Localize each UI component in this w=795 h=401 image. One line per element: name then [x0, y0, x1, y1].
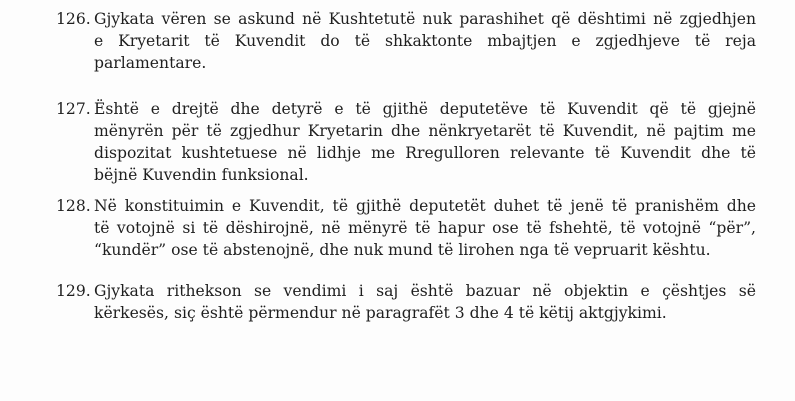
paragraph-line: Gjykata vëren se askund në Kushtetutë nuk parashihet që dështimi në zgjedhjen [94, 10, 756, 28]
paragraph-line: Gjykata rithekson se vendimi i saj është bazuar në objektin e çështjes së [94, 282, 756, 300]
paragraph-126 [56, 8, 756, 74]
paragraph-number: 126. [56, 10, 91, 28]
paragraph-line: dispozitat kushtetuese në lidhje me Rregulloren relevante të Kuvendit dhe të [94, 144, 756, 162]
paragraph-body [94, 8, 756, 74]
paragraph-line: kërkesës, siç është përmendur në paragrafët 3 dhe 4 të këtij aktgjykimi. [94, 304, 667, 322]
paragraph-line: Është e drejtë dhe detyrë e të gjithë deputetëve të Kuvendit që të gjejnë [94, 100, 756, 118]
paragraph-127 [56, 98, 756, 186]
paragraph-line: e Kryetarit të Kuvendit do të shkaktonte mbajtjen e zgjedhjeve të reja [94, 32, 756, 50]
paragraph-number: 127. [56, 100, 91, 118]
paragraph-128 [56, 195, 756, 261]
paragraph-line: mënyrën për të zgjedhur Kryetarin dhe nënkryetarët të Kuvendit, në pajtim me [94, 122, 756, 140]
paragraph-number: 129. [56, 282, 91, 300]
paragraph-line: bëjnë Kuvendin funksional. [94, 166, 309, 184]
paragraph-line: “kundër” ose të abstenojnë, dhe nuk mund të lirohen nga të vepruarit kështu. [94, 241, 711, 259]
paragraph-129 [56, 280, 756, 324]
paragraph-body [94, 98, 756, 186]
paragraph-line: Në konstituimin e Kuvendit, të gjithë deputetët duhet të jenë të pranishëm dhe [94, 197, 756, 215]
paragraph-line: të votojnë si të dëshirojnë, në mënyrë të hapur ose të fshehtë, të votojnë “për”, [94, 219, 756, 237]
paragraph-line: parlamentare. [94, 54, 207, 72]
paragraph-number: 128. [56, 197, 91, 215]
paragraph-body [94, 195, 756, 261]
paragraph-body [94, 280, 756, 324]
